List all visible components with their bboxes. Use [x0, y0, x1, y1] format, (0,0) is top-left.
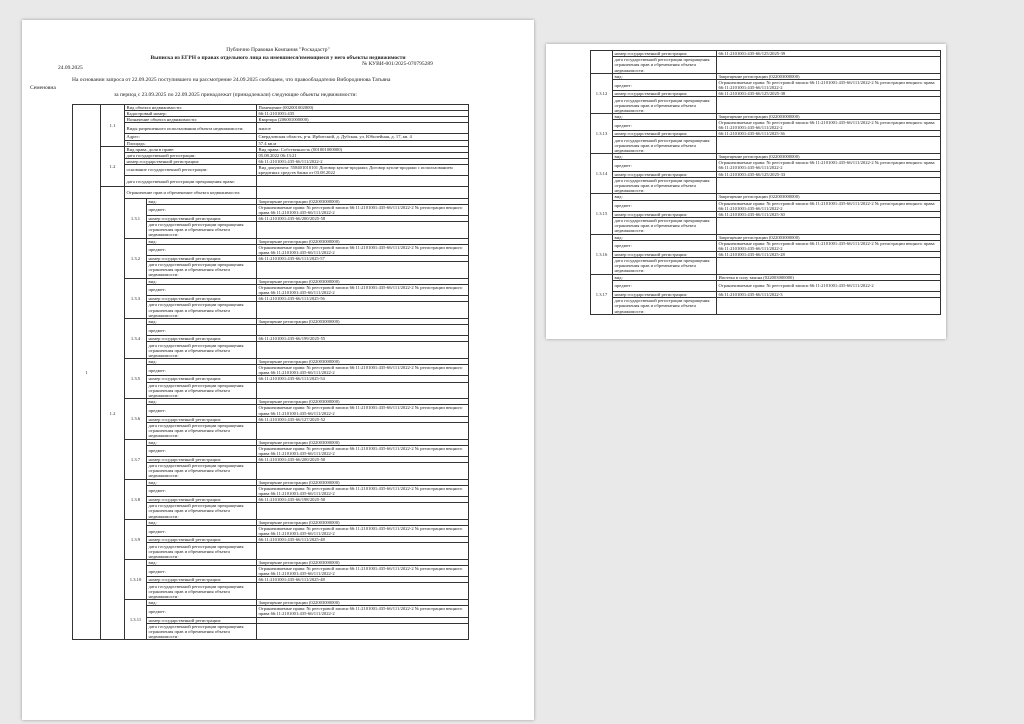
- entry-number: 1.3.9: [125, 519, 147, 559]
- reg-number-label: номер государственной регистрации:: [613, 211, 717, 217]
- field-label: Вид объекта недвижимости:: [125, 105, 257, 111]
- reg-number-value: 66:11:2101001:435-66/125/2025-33: [717, 171, 941, 177]
- reg-number-label: номер государственной регистрации:: [613, 292, 717, 298]
- subject-value: Ограничиваемые права: № реестровой записи 66:11:2101001:435-66/111/2022-2: [717, 280, 941, 291]
- end-date-label: дата государственной регистрации прекращения ограничения прав и обременения объекта недвижимости:: [147, 302, 257, 319]
- kind-label: вид:: [147, 399, 257, 405]
- document-number: № КУВИ-001/2025-070795289: [362, 61, 433, 67]
- subject-value: Ограничиваемые права: № реестровой записи 66:11:2101001:435-66/111/2022-2 № регистрации вещного права 66:11:2101001:435-66/111/2022-2: [717, 79, 941, 90]
- entry-row-subject: [591, 280, 941, 291]
- kind-label: вид:: [147, 439, 257, 445]
- end-date-value: [717, 217, 941, 234]
- subject-value: Ограничиваемые права: № реестровой записи 66:11:2101001:435-66/111/2022-2 № регистрации вещного права 66:11:2101001:435-66/111/2022-2: [717, 240, 941, 251]
- reg-number-label: номер государственной регистрации:: [147, 255, 257, 261]
- kind-value: Запрещение регистрации (022003000000): [257, 519, 469, 525]
- subject-label: предмет:: [147, 445, 257, 456]
- subject-label: предмет:: [147, 525, 257, 536]
- field-label: номер государственной регистрации:: [125, 158, 257, 164]
- kind-label: вид:: [613, 73, 717, 79]
- end-date-value: [257, 543, 469, 560]
- entry-row-end: [591, 298, 941, 315]
- entry-number: [591, 51, 613, 74]
- field-label: Кадастровый номер:: [125, 111, 257, 117]
- reg-number-label: номер государственной регистрации:: [147, 416, 257, 422]
- end-date-label: дата государственной регистрации прекращения ограничения прав и обременения объекта недвижимости:: [147, 422, 257, 439]
- subsection-number: 1.2: [101, 146, 125, 187]
- field-value: Вид документа: 558401010101 Договор купли-продажи; Договор купли-продажи с использованием кредитных средств банка от 03.08.2022: [257, 164, 469, 175]
- end-date-label: дата государственной регистрации прекращения ограничения прав и обременения объекта недвижимости:: [613, 137, 717, 154]
- kind-label: вид:: [147, 238, 257, 244]
- document-page-left: [22, 20, 534, 720]
- field-value: 66:11:2101001:435: [257, 111, 469, 117]
- entry-number: 1.3.4: [125, 319, 147, 359]
- subsection-number: 1.1: [101, 105, 125, 147]
- organization-name: Публично Правовая Компания "Роскадастр": [226, 47, 330, 53]
- entry-number: 1.3.14: [591, 154, 613, 194]
- field-value: 05.08.2022 06:13:21: [257, 152, 469, 158]
- end-date-label: дата государственной регистрации прекращения ограничения прав и обременения объекта недвижимости:: [613, 217, 717, 234]
- kind-value: Запрещение регистрации (022003000000): [257, 600, 469, 606]
- subject-value: Ограничиваемые права: № реестровой записи 66:11:2101001:435-66/111/2022-2 № регистрации вещного права 66:11:2101001:435-66/111/2022-2: [257, 485, 469, 496]
- kind-label: вид:: [613, 274, 717, 280]
- end-date-value: [257, 262, 469, 279]
- reg-number-value: 66:11:2101001:435-66/111/2025-48: [257, 537, 469, 543]
- kind-value: Ипотека в силу закона (022003000000): [717, 274, 941, 280]
- document-date: 24.09.2025: [58, 65, 83, 71]
- end-date-label: дата государственной регистрации прекращения ограничения прав и обременения объекта недвижимости:: [613, 257, 717, 274]
- right-row: [73, 176, 469, 187]
- subject-label: предмет:: [147, 405, 257, 416]
- entry-number: 1.3.13: [591, 114, 613, 154]
- restrictions-label: Ограничение прав и обременение объекта недвижимости:: [125, 187, 257, 198]
- subject-value: Ограничиваемые права: № реестровой записи 66:11:2101001:435-66/111/2022-2 № регистрации вещного права 66:11:2101001:435-66/111/2022-2: [257, 606, 469, 617]
- end-date-label: дата государственной регистрации прекращения ограничения прав и обременения объекта недвижимости:: [147, 583, 257, 600]
- subject-value: Ограничиваемые права: № реестровой записи 66:11:2101001:435-66/111/2022-2 № регистрации вещного права 66:11:2101001:435-66/111/2022-2: [717, 200, 941, 211]
- field-value: Вид права: Собственность (001001000000): [257, 146, 469, 152]
- subject-label: предмет:: [613, 280, 717, 291]
- end-date-value: [717, 97, 941, 114]
- end-date-label: дата государственной регистрации прекращения ограничения прав и обременения объекта недвижимости:: [613, 57, 717, 74]
- reg-number-value: 66:11:2101001:435-66/111/2025-28: [717, 251, 941, 257]
- subject-label: предмет:: [147, 606, 257, 617]
- kind-value: Запрещение регистрации (022003000000): [717, 73, 941, 79]
- end-date-value: [717, 137, 941, 154]
- end-date-value: [257, 342, 469, 359]
- end-date-value: [717, 257, 941, 274]
- kind-label: вид:: [147, 479, 257, 485]
- reg-number-label: номер государственной регистрации:: [613, 131, 717, 137]
- field-label: Площадь:: [125, 140, 257, 146]
- end-date-value: [257, 382, 469, 399]
- subject-value: Ограничиваемые права: № реестровой записи 66:11:2101001:435-66/111/2022-2 № регистрации вещного права 66:11:2101001:435-66/111/2022-2: [257, 365, 469, 376]
- subject-value: Ограничиваемые права: № реестровой записи 66:11:2101001:435-66/111/2022-2 № регистрации вещного права 66:11:2101001:435-66/111/2022-2: [257, 445, 469, 456]
- reg-number-label: номер государственной регистрации:: [147, 296, 257, 302]
- reg-number-label: номер государственной регистрации:: [147, 376, 257, 382]
- end-date-value: [257, 503, 469, 520]
- kind-value: Запрещение регистрации (022003000000): [257, 359, 469, 365]
- entry-number: 1.3.6: [125, 399, 147, 439]
- field-value: 66:11:2101001:435-66/111/2022-2: [257, 158, 469, 164]
- end-date-label: дата государственной регистрации прекращения ограничения прав и обременения объекта недвижимости:: [147, 503, 257, 520]
- reg-number-value: 66:11:2101001:435-66/111/2022-3: [717, 292, 941, 298]
- entry-number: 1.3.5: [125, 359, 147, 399]
- field-value: 57.4 кв.м: [257, 140, 469, 146]
- entry-row-subject: [591, 240, 941, 251]
- end-date-label: дата государственной регистрации прекращения ограничения прав и обременения объекта недвижимости:: [147, 382, 257, 399]
- subject-label: предмет:: [613, 240, 717, 251]
- field-value: Квартира (206001000000): [257, 117, 469, 123]
- kind-label: вид:: [147, 359, 257, 365]
- field-label: Назначение объекта недвижимости:: [125, 117, 257, 123]
- subject-label: предмет:: [613, 160, 717, 171]
- entry-row-end: [591, 137, 941, 154]
- end-date-value: [717, 177, 941, 194]
- entry-number: 1.3.10: [125, 560, 147, 600]
- reg-number-label: номер государственной регистрации:: [613, 171, 717, 177]
- entry-number: 1.3.17: [591, 274, 613, 314]
- reg-number-label: номер государственной регистрации:: [147, 537, 257, 543]
- kind-value: Запрещение регистрации (022003000000): [257, 560, 469, 566]
- entry-row-subject: [591, 120, 941, 131]
- kind-value: Запрещение регистрации (022003000000): [257, 399, 469, 405]
- end-date-value: [257, 422, 469, 439]
- reg-number-label: номер государственной регистрации:: [147, 617, 257, 623]
- entry-number: 1.3.1: [125, 198, 147, 238]
- reg-number-value: 66:11:2101001:435-66/111/2025-57: [257, 255, 469, 261]
- end-date-label: дата государственной регистрации прекращения ограничения прав и обременения объекта недвижимости:: [147, 221, 257, 238]
- subject-label: предмет:: [613, 120, 717, 131]
- end-date-value: [257, 462, 469, 479]
- reg-number-label: номер государственной регистрации:: [613, 51, 717, 57]
- field-value: жилое: [257, 123, 469, 134]
- kind-label: вид:: [613, 114, 717, 120]
- reg-number-label: номер государственной регистрации:: [147, 577, 257, 583]
- kind-label: вид:: [613, 234, 717, 240]
- reg-number-label: номер государственной регистрации:: [147, 215, 257, 221]
- subject-value: Ограничиваемые права: № реестровой записи 66:11:2101001:435-66/111/2022-2 № регистрации вещного права 66:11:2101001:435-66/111/2022-2: [257, 405, 469, 416]
- entry-number: 1.3.3: [125, 278, 147, 318]
- intro-line-1: На основании запроса от 22.09.2025 поступившего на рассмотрение 24.09.2025 сообщаем, что правообладателю Вибородинова Татьяна: [72, 77, 391, 83]
- entry-row-end: [591, 97, 941, 114]
- field-label: Адрес:: [125, 134, 257, 140]
- entry-row-end: [591, 217, 941, 234]
- kind-value: Запрещение регистрации (022003000000): [257, 278, 469, 284]
- subject-label: предмет:: [147, 325, 257, 336]
- field-value: Помещение (002001002000): [257, 105, 469, 111]
- kind-label: вид:: [147, 319, 257, 325]
- entry-row-end: [591, 257, 941, 274]
- section-number: 1: [73, 105, 101, 640]
- entry-row-subject: [591, 79, 941, 90]
- end-date-value: [257, 583, 469, 600]
- end-date-value: [257, 221, 469, 238]
- field-label: дата государственной регистрации:: [125, 152, 257, 158]
- field-label: Вид права, доля в праве:: [125, 146, 257, 152]
- entry-row-end: [591, 177, 941, 194]
- subsection-number: 1.2: [101, 187, 125, 640]
- reg-number-label: номер государственной регистрации:: [147, 456, 257, 462]
- entry-row-subject: [591, 200, 941, 211]
- kind-value: Запрещение регистрации (022003000000): [717, 194, 941, 200]
- reg-number-value: 66:11:2101001:435-66/125/2025-39: [717, 51, 941, 57]
- right-top-end-row: [591, 57, 941, 74]
- kind-label: вид:: [147, 600, 257, 606]
- field-value: Свердловская область, р-н. Ирбитский, д. Дубская, ул. Юбилейная, д. 17, кв. 4: [257, 134, 469, 140]
- kind-value: Запрещение регистрации (022003000000): [717, 154, 941, 160]
- end-date-label: дата государственной регистрации прекращения ограничения прав и обременения объекта недвижимости:: [613, 97, 717, 114]
- entry-number: 1.3.8: [125, 479, 147, 519]
- end-date-value: [717, 57, 941, 74]
- kind-label: вид:: [147, 198, 257, 204]
- entry-number: 1.3.15: [591, 194, 613, 234]
- entry-row-subject: [591, 160, 941, 171]
- object-row: [73, 134, 469, 140]
- kind-value: Запрещение регистрации (022003000000): [717, 234, 941, 240]
- entry-number: 1.3.12: [591, 73, 613, 113]
- reg-number-value: 66:11:2101001:435-66/111/2025-48: [257, 577, 469, 583]
- entry-number: 1.3.16: [591, 234, 613, 274]
- reg-number-value: 66:11:2101001:435-66/111/2025-30: [717, 211, 941, 217]
- document-page-right: [546, 44, 946, 339]
- subject-label: предмет:: [147, 566, 257, 577]
- reg-number-value: 66:11:2101001:435-66/198/2025-50: [257, 496, 469, 502]
- subject-value: Ограничиваемые права: № реестровой записи 66:11:2101001:435-66/111/2022-2 № регистрации вещного права 66:11:2101001:435-66/111/2022-2: [257, 284, 469, 295]
- end-date-value: [257, 623, 469, 640]
- kind-label: вид:: [613, 154, 717, 160]
- reg-number-value: 66:11:2101001:435-66/111/2025-36: [717, 131, 941, 137]
- entry-number: 1.3.11: [125, 600, 147, 640]
- reg-number-value: 66:11:2101001:435-66/200/2025-58: [257, 215, 469, 221]
- subject-value: Ограничиваемые права: № реестровой записи 66:11:2101001:435-66/111/2022-2 № регистрации вещного права 66:11:2101001:435-66/111/2022-2: [257, 244, 469, 255]
- subject-label: предмет:: [147, 244, 257, 255]
- reg-number-label: номер государственной регистрации:: [613, 91, 717, 97]
- kind-value: Запрещение регистрации (022003000000): [717, 114, 941, 120]
- kind-label: вид:: [147, 519, 257, 525]
- field-label: дата государственной регистрации прекращения права:: [125, 176, 257, 187]
- subject-value: Ограничиваемые права: № реестровой записи 66:11:2101001:435-66/111/2022-2 № регистрации вещного права 66:11:2101001:435-66/111/2022-2: [717, 120, 941, 131]
- subject-label: предмет:: [613, 200, 717, 211]
- reg-number-value: 66:11:2101001:435-66/111/2025-56: [257, 296, 469, 302]
- reg-number-value: 66:11:2101001:435-66/125/2025-38: [717, 91, 941, 97]
- kind-value: Запрещение регистрации (022003000000): [257, 439, 469, 445]
- entry-number: 1.3.2: [125, 238, 147, 278]
- end-date-value: [717, 298, 941, 315]
- kind-value: Запрещение регистрации (022003000000): [257, 198, 469, 204]
- subject-label: предмет:: [147, 284, 257, 295]
- end-date-label: дата государственной регистрации прекращения ограничения прав и обременения объекта недвижимости:: [147, 623, 257, 640]
- subject-value: Ограничиваемые права: № реестровой записи 66:11:2101001:435-66/111/2022-2 № регистрации вещного права 66:11:2101001:435-66/111/2022-2: [257, 566, 469, 577]
- reg-number-value: 66:11:2101001:435-66/200/2025-50: [257, 456, 469, 462]
- reg-number-label: номер государственной регистрации:: [147, 336, 257, 342]
- end-date-label: дата государственной регистрации прекращения ограничения прав и обременения объекта недвижимости:: [147, 342, 257, 359]
- end-date-label: дата государственной регистрации прекращения ограничения прав и обременения объекта недвижимости:: [613, 177, 717, 194]
- subject-value: [257, 325, 469, 336]
- end-date-label: дата государственной регистрации прекращения ограничения прав и обременения объекта недвижимости:: [147, 462, 257, 479]
- intro-line-2: за период с 23.09.2025 по 22.09.2025 принадлежат (принадлежали) следующие объекты недвижимости:: [114, 92, 357, 98]
- object-row: [73, 123, 469, 134]
- subject-value: Ограничиваемые права: № реестровой записи 66:11:2101001:435-66/111/2022-2 № регистрации вещного права 66:11:2101001:435-66/111/2022-2: [717, 160, 941, 171]
- subject-label: предмет:: [613, 79, 717, 90]
- kind-label: вид:: [147, 278, 257, 284]
- entry-number: 1.3.7: [125, 439, 147, 479]
- end-date-label: дата государственной регистрации прекращения ограничения прав и обременения объекта недвижимости:: [147, 543, 257, 560]
- kind-value: Запрещение регистрации (022003000000): [257, 238, 469, 244]
- end-date-value: [257, 302, 469, 319]
- reg-number-value: 66:11:2101001:435-66/111/2025-54: [257, 376, 469, 382]
- reg-number-label: номер государственной регистрации:: [613, 251, 717, 257]
- end-date-label: дата государственной регистрации прекращения ограничения прав и обременения объекта недвижимости:: [147, 262, 257, 279]
- reg-number-label: номер государственной регистрации:: [147, 496, 257, 502]
- end-date-label: дата государственной регистрации прекращения ограничения прав и обременения объекта недвижимости:: [613, 298, 717, 315]
- restrictions-header-row: [73, 187, 469, 198]
- kind-label: вид:: [147, 560, 257, 566]
- restrictions-value: [257, 187, 469, 198]
- registry-table-left: [72, 104, 469, 640]
- intro-line-1-cont: Семеновна: [30, 85, 56, 91]
- document-title: Выписка из ЕГРН о правах отдельного лица на имевшиеся/имеющиеся у него объекты недвижимости: [150, 55, 406, 61]
- field-value: [257, 176, 469, 187]
- registry-table-right: [590, 50, 941, 315]
- right-row: [73, 164, 469, 175]
- subject-label: предмет:: [147, 485, 257, 496]
- subject-value: Ограничиваемые права: № реестровой записи 66:11:2101001:435-66/111/2022-2 № регистрации вещного права 66:11:2101001:435-66/111/2022-2: [257, 525, 469, 536]
- field-label: основание государственной регистрации:: [125, 164, 257, 175]
- subject-label: предмет:: [147, 365, 257, 376]
- reg-number-value: 66:11:2101001:435-66/199/2025-55: [257, 336, 469, 342]
- kind-value: Запрещение регистрации (022003000000): [257, 479, 469, 485]
- subject-value: Ограничиваемые права: № реестровой записи 66:11:2101001:435-66/111/2022-2 № регистрации вещного права 66:11:2101001:435-66/111/2022-2: [257, 204, 469, 215]
- subject-label: предмет:: [147, 204, 257, 215]
- reg-number-value: 66:11:2101001:435-66/127/2025-52: [257, 416, 469, 422]
- kind-value: Запрещение регистрации (022003000000): [257, 319, 469, 325]
- field-label: Виды разрешенного использования объекта недвижимости:: [125, 123, 257, 134]
- kind-label: вид:: [613, 194, 717, 200]
